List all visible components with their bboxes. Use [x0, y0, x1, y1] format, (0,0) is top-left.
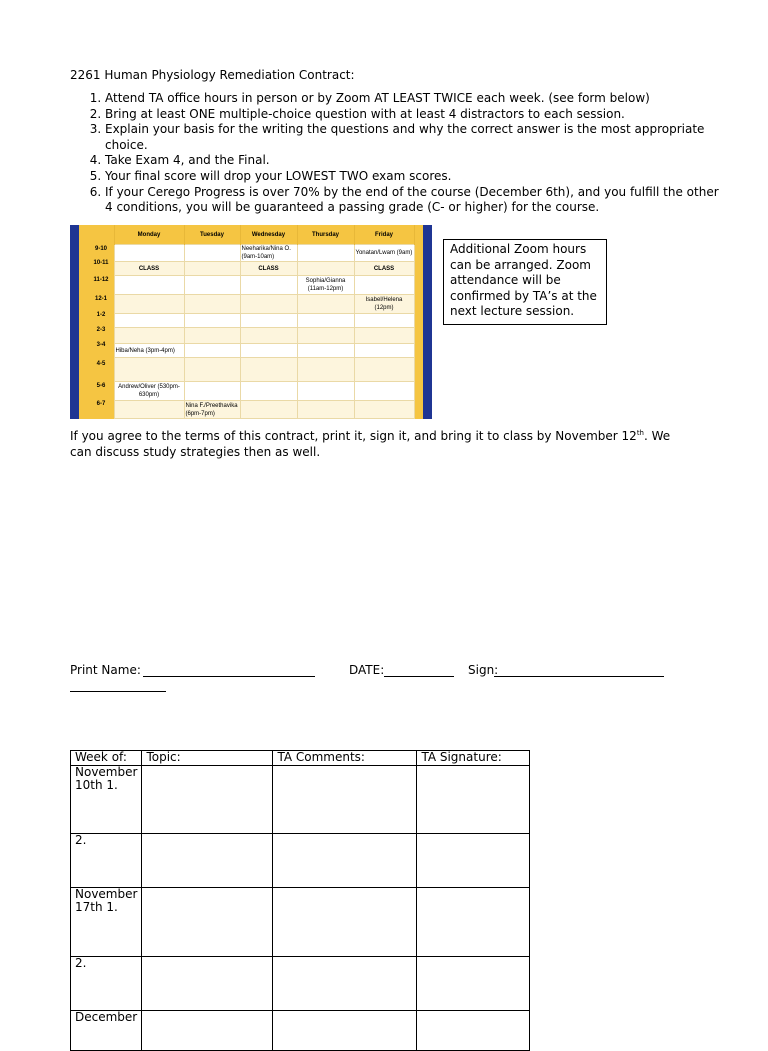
- schedule-row: [114, 295, 414, 314]
- ta-signature-cell[interactable]: [417, 833, 530, 887]
- time-slot-label: 9-10: [94, 245, 107, 252]
- schedule-cell: [240, 328, 297, 344]
- day-header-thursday: Thursday: [297, 225, 354, 245]
- week-cell: November 17th 1.: [71, 887, 142, 956]
- schedule-cell: [240, 358, 297, 382]
- time-slot-label: 4-5: [96, 361, 106, 367]
- schedule-cell: [297, 245, 354, 262]
- day-header-wednesday: Wednesday: [240, 225, 297, 245]
- contract-title: 2261 Human Physiology Remediation Contract:: [70, 68, 355, 82]
- schedule-cell: [354, 314, 414, 328]
- schedule-cell: Hiba/Neha (3pm-4pm): [114, 344, 184, 358]
- week-cell: December: [71, 1010, 142, 1050]
- schedule-cell: [297, 314, 354, 328]
- topic-cell[interactable]: [142, 956, 273, 1010]
- schedule-cell: [297, 262, 354, 276]
- schedule-cell: [240, 382, 297, 401]
- header-ta-comments: TA Comments:: [273, 751, 417, 766]
- header-ta-signature: TA Signature:: [417, 751, 530, 766]
- schedule-row: [114, 401, 414, 419]
- ta-comments-cell[interactable]: [273, 956, 417, 1010]
- rule-item: 3. Explain your basis for the writing the questions and why the correct answer is the most appropriate choice.: [105, 122, 730, 153]
- schedule-row: [114, 262, 414, 276]
- schedule-row: [114, 276, 414, 295]
- ta-comments-cell[interactable]: [273, 765, 417, 833]
- schedule-cell: [354, 276, 414, 295]
- print-name-label: Print Name:: [70, 663, 141, 677]
- header-week-of: Week of:: [71, 751, 142, 766]
- schedule-cell: [297, 295, 354, 314]
- schedule-cell: [184, 314, 240, 328]
- ta-comments-cell[interactable]: [273, 833, 417, 887]
- topic-cell[interactable]: [142, 833, 273, 887]
- zoom-hours-note: Additional Zoom hours can be arranged. Zoom attendance will be confirmed by TA’s at the next lecture session.: [443, 239, 607, 325]
- schedule-cell: [184, 328, 240, 344]
- ta-signature-cell[interactable]: [417, 887, 530, 956]
- table-row: [71, 956, 530, 1010]
- schedule-cell: [114, 295, 184, 314]
- sign-label: Sign:: [468, 663, 499, 677]
- schedule-cell: [354, 382, 414, 401]
- time-slot-label: 1-2: [96, 312, 106, 318]
- schedule-row: [114, 382, 414, 401]
- ordinal-suffix: th: [636, 429, 644, 437]
- topic-cell[interactable]: [142, 887, 273, 956]
- header-topic: Topic:: [142, 751, 273, 766]
- schedule-cell: [184, 262, 240, 276]
- contract-rules-list: [70, 91, 730, 216]
- schedule-cell: Nina F./Preethavika (6pm-7pm): [184, 401, 240, 419]
- date-field[interactable]: [384, 676, 454, 677]
- agreement-paragraph: [70, 426, 695, 460]
- schedule-cell: CLASS: [354, 262, 414, 276]
- schedule-cell: [184, 276, 240, 295]
- ta-log-table: [70, 750, 530, 1051]
- table-row: [71, 765, 530, 833]
- week-cell: 2.: [71, 833, 142, 887]
- schedule-cell: [114, 314, 184, 328]
- schedule-cell: [114, 401, 184, 419]
- topic-cell[interactable]: [142, 765, 273, 833]
- schedule-cell: Isabel/Helena (12pm): [354, 295, 414, 314]
- schedule-cell: [297, 328, 354, 344]
- schedule-cell: Andrew/Oliver (530pm-630pm): [114, 382, 184, 401]
- day-header-friday: Friday: [354, 225, 414, 245]
- schedule-cell: [297, 401, 354, 419]
- rule-item: 1. Attend TA office hours in person or by Zoom AT LEAST TWICE each week. (see form below): [105, 91, 730, 107]
- schedule-cell: [297, 344, 354, 358]
- office-hours-table: [114, 225, 415, 419]
- schedule-cell: [297, 358, 354, 382]
- schedule-cell: [354, 344, 414, 358]
- signature-field[interactable]: [494, 676, 664, 677]
- schedule-cell: [114, 276, 184, 295]
- print-name-field[interactable]: [143, 676, 315, 677]
- time-slot-label: 2-3: [96, 327, 106, 333]
- schedule-cell: [184, 382, 240, 401]
- table-row: [71, 833, 530, 887]
- rule-item: 2. Bring at least ONE multiple-choice question with at least 4 distractors to each session.: [105, 107, 730, 123]
- week-cell: 2.: [71, 956, 142, 1010]
- time-slot-label: 10-11: [93, 260, 109, 266]
- schedule-cell: [240, 314, 297, 328]
- schedule-cell: [240, 295, 297, 314]
- week-cell: November 10th 1.: [71, 765, 142, 833]
- schedule-cell: [184, 295, 240, 314]
- time-slot-label: 11-12: [93, 276, 109, 283]
- schedule-cell: Yonatan/Lwam (9am): [354, 245, 414, 262]
- schedule-cell: CLASS: [240, 262, 297, 276]
- schedule-cell: [354, 328, 414, 344]
- schedule-row: [114, 314, 414, 328]
- schedule-cell: Neeharika/Nina O. (9am-10am): [240, 245, 297, 262]
- schedule-cell: [297, 382, 354, 401]
- schedule-cell: [240, 276, 297, 295]
- schedule-cell: [114, 358, 184, 382]
- schedule-row: [114, 344, 414, 358]
- time-slot-label: 12-1: [94, 295, 107, 302]
- topic-cell[interactable]: [142, 1010, 273, 1050]
- schedule-row: [114, 328, 414, 344]
- rule-item: 5. Your final score will drop your LOWEST TWO exam scores.: [105, 169, 730, 185]
- schedule-cell: [184, 344, 240, 358]
- rule-item: 4. Take Exam 4, and the Final.: [105, 153, 730, 169]
- schedule-cell: Sophia/Gianna (11am-12pm): [297, 276, 354, 295]
- ta-comments-cell[interactable]: [273, 887, 417, 956]
- schedule-cell: [354, 358, 414, 382]
- ta-comments-cell[interactable]: [273, 1010, 417, 1050]
- rule-item: 6. If your Cerego Progress is over 70% by the end of the course (December 6th), and you fulfill the other 4 conditions, you will be guaranteed a passing grade (C- or higher) for the course.: [105, 185, 730, 216]
- office-hours-schedule-image: [70, 225, 432, 419]
- schedule-cell: [354, 401, 414, 419]
- time-slot-label: 6-7: [96, 401, 106, 407]
- agreement-text: If you agree to the terms of this contract, print it, sign it, and bring it to class by November 12: [70, 429, 637, 443]
- schedule-cell: [184, 358, 240, 382]
- schedule-cell: [240, 401, 297, 419]
- schedule-cell: [184, 245, 240, 262]
- schedule-cell: [240, 344, 297, 358]
- schedule-cell: [114, 245, 184, 262]
- time-slot-label: 5-6: [96, 382, 106, 389]
- schedule-cell: CLASS: [114, 262, 184, 276]
- date-label: DATE:: [349, 663, 385, 677]
- day-header-tuesday: Tuesday: [184, 225, 240, 245]
- day-header-monday: Monday: [114, 225, 184, 245]
- schedule-cell: [114, 328, 184, 344]
- signature-field-continued[interactable]: [70, 691, 166, 692]
- ta-signature-cell[interactable]: [417, 956, 530, 1010]
- time-slot-label: 3-4: [96, 342, 106, 348]
- table-row: [71, 1010, 530, 1050]
- ta-signature-cell[interactable]: [417, 765, 530, 833]
- ta-signature-cell[interactable]: [417, 1010, 530, 1050]
- schedule-row: [114, 245, 414, 262]
- table-row: [71, 887, 530, 956]
- schedule-row: [114, 358, 414, 382]
- agreement-text-end: . We can discuss study strategies then as well.: [70, 429, 671, 459]
